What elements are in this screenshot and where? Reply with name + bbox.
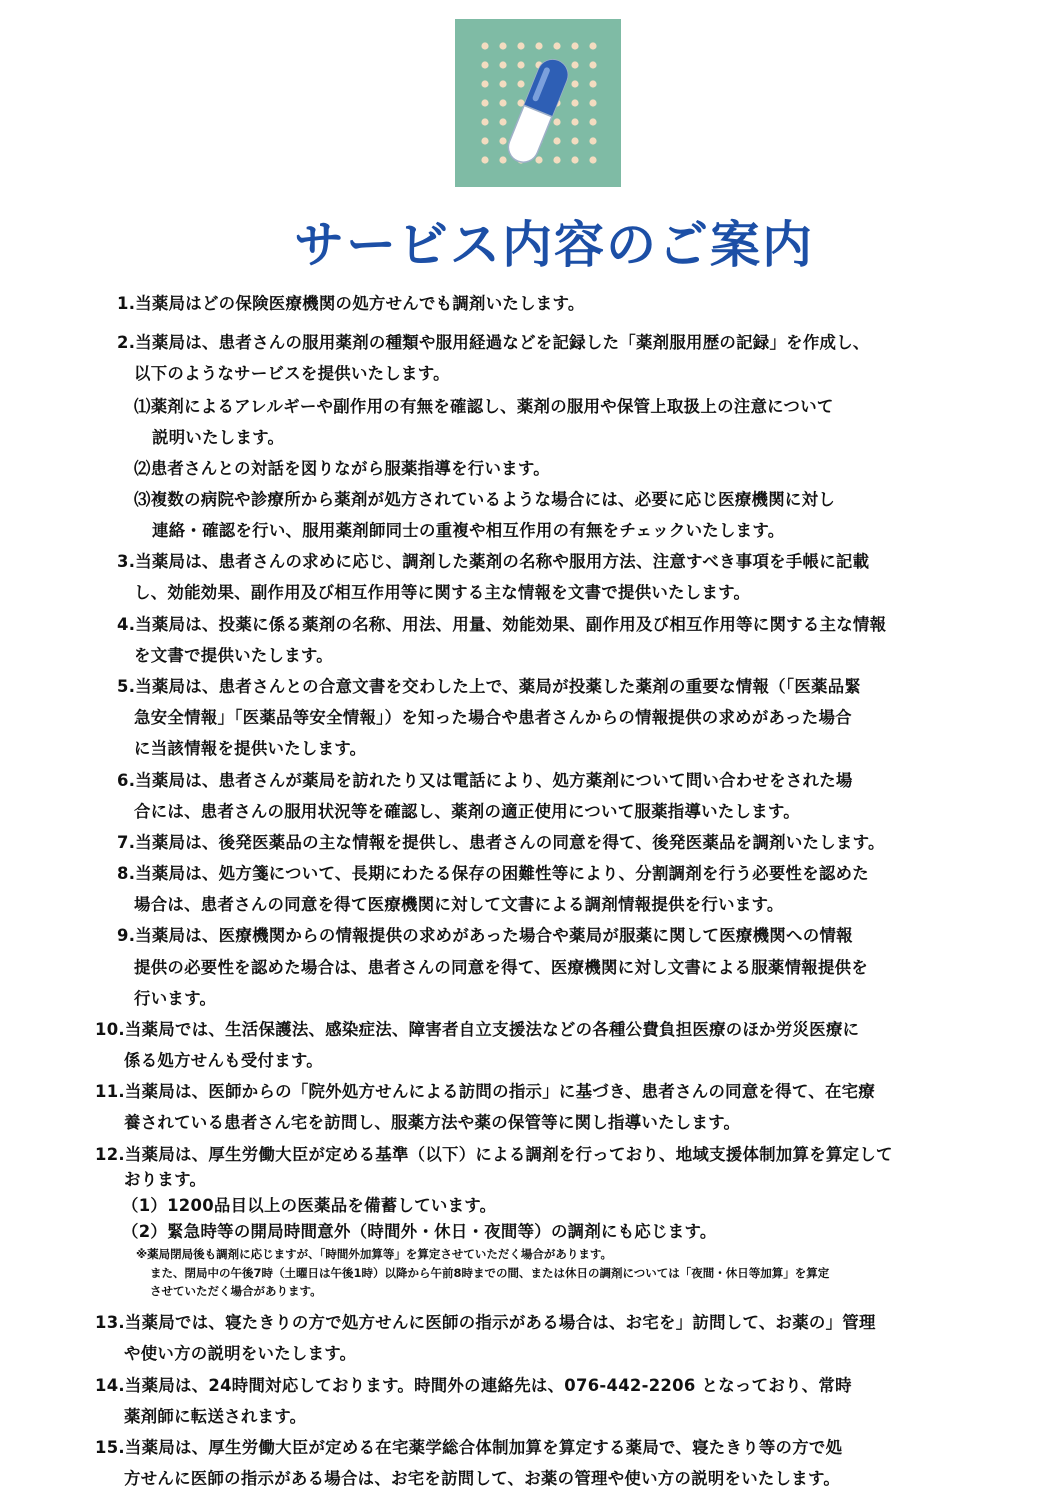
dot — [553, 137, 560, 144]
dot — [571, 42, 578, 49]
dot — [571, 99, 578, 106]
dot — [553, 156, 560, 163]
dot — [535, 42, 542, 49]
service-item-15: 15.当薬局は、厚生労働大臣が定める在宅薬学総合体制加算を算定する薬局で、寝たきり等の方で処 — [95, 1438, 843, 1457]
note-1: ※薬局閉局後も調剤に応じますが、「時間外加算等」を算定させていただく場合があります。 — [136, 1247, 613, 1261]
service-item-2-cont: 以下のようなサービスを提供いたします。 — [134, 364, 450, 383]
sub-item-3: ⑶複数の病院や診療所から薬剤が処方されているような場合には、必要に応じ医療機関に対し — [134, 490, 836, 509]
service-item-4: 4.当薬局は、投薬に係る薬剤の名称、用法、用量、効能効果、副作用及び相互作用等に関する主な情報 — [117, 615, 887, 634]
dot — [499, 137, 506, 144]
dot — [535, 156, 542, 163]
dot — [499, 156, 506, 163]
service-item-12: 12.当薬局は、厚生労働大臣が定める基準（以下）による調剤を行っており、地域支援体制加算を算定して — [95, 1145, 893, 1164]
service-item-15-cont: 方せんに医師の指示がある場合は、お宅を訪問して、お薬の管理や使い方の説明をいたします。 — [124, 1469, 841, 1488]
sub-item-1: ⑴薬剤によるアレルギーや副作用の有無を確認し、薬剤の服用や保管上取扱上の注意について — [134, 397, 834, 416]
dot — [481, 137, 488, 144]
dot — [499, 61, 506, 68]
logo — [455, 19, 621, 187]
dot — [481, 156, 488, 163]
service-item-9-cont2: 行います。 — [134, 989, 217, 1008]
dot — [553, 42, 560, 49]
service-item-5-cont: 急安全情報」「医薬品等安全情報」）を知った場合や患者さんからの情報提供の求めがあった場合 — [134, 708, 852, 727]
dot — [499, 99, 506, 106]
service-item-14: 14.当薬局は、24時間対応しております。時間外の連絡先は、076-442-2206 となっており、常時 — [95, 1376, 852, 1395]
service-item-14-cont: 薬剤師に転送されます。 — [124, 1407, 307, 1426]
page-title: サービス内容のご案内 — [294, 216, 814, 274]
dot — [517, 42, 524, 49]
service-item-4-cont: を文書で提供いたします。 — [134, 646, 333, 665]
service-item-1: 1.当薬局はどの保険医療機関の処方せんでも調剤いたします。 — [117, 294, 585, 313]
dot — [481, 80, 488, 87]
service-item-12-cont: おります。 — [124, 1170, 207, 1189]
service-item-10-cont: 係る処方せんも受付ます。 — [124, 1051, 323, 1070]
service-item-10: 10.当薬局では、生活保護法、感染症法、障害者自立支援法などの各種公費負担医療のほか労災医療に — [95, 1020, 860, 1039]
service-item-2: 2.当薬局は、患者さんの服用薬剤の種類や服用経過などを記録した「薬剤服用歴の記録」を作成し、 — [117, 333, 870, 352]
dot — [589, 61, 596, 68]
service-item-11: 11.当薬局は、医師からの「院外処方せんによる訪問の指示」に基づき、患者さんの同意を得て、在宅療 — [95, 1082, 876, 1101]
service-item-8: 8.当薬局は、処方箋について、長期にわたる保存の困難性等により、分割調剤を行う必要性を認めた — [117, 864, 869, 883]
dot — [481, 61, 488, 68]
service-item-8-cont: 場合は、患者さんの同意を得て医療機関に対して文書による調剤情報提供を行います。 — [134, 895, 784, 914]
service-item-13: 13.当薬局では、寝たきりの方で処方せんに医師の指示がある場合は、お宅を」訪問して、お薬の」管理 — [95, 1313, 876, 1332]
service-item-9: 9.当薬局は、医療機関からの情報提供の求めがあった場合や薬局が服薬に関して医療機関への情報 — [117, 926, 853, 945]
dot — [499, 118, 506, 125]
dot — [589, 99, 596, 106]
capsule-icon — [455, 19, 621, 187]
sub-item-2: ⑵患者さんとの対話を図りながら服薬指導を行います。 — [134, 459, 550, 478]
dot — [499, 42, 506, 49]
dot — [571, 61, 578, 68]
dot — [589, 80, 596, 87]
dot — [571, 156, 578, 163]
sub-item-3-cont: 連絡・確認を行い、服用薬剤師同士の重複や相互作用の有無をチェックいたします。 — [152, 521, 785, 540]
dot — [589, 42, 596, 49]
dot — [589, 118, 596, 125]
service-item-3: 3.当薬局は、患者さんの求めに応じ、調剤した薬剤の名称や服用方法、注意すべき事項を手帳に記載 — [117, 552, 870, 571]
note-2: また、閉局中の午後7時（土曜日は午後1時）以降から午前8時までの間、または休日の調剤については「夜間・休日等加算」を算定 — [150, 1266, 830, 1280]
service-item-5: 5.当薬局は、患者さんとの合意文書を交わした上で、薬局が投薬した薬剤の重要な情報（「医薬品緊 — [117, 677, 862, 696]
service-item-9-cont: 提供の必要性を認めた場合は、患者さんの同意を得て、医療機関に対し文書による服薬情報提供を — [134, 958, 869, 977]
service-item-13-cont: や使い方の説明をいたします。 — [124, 1344, 357, 1363]
dot — [481, 42, 488, 49]
sub-item-1-cont: 説明いたします。 — [152, 428, 285, 447]
dot — [571, 118, 578, 125]
dot — [517, 61, 524, 68]
service-item-5-cont2: に当該情報を提供いたします。 — [134, 739, 367, 758]
dot — [517, 80, 524, 87]
dot — [481, 99, 488, 106]
service-item-11-cont: 養されている患者さん宅を訪問し、服薬方法や薬の保管等に関し指導いたします。 — [124, 1113, 741, 1132]
service-item-3-cont: し、効能効果、副作用及び相互作用等に関する主な情報を文書で提供いたします。 — [134, 583, 751, 602]
service-item-6: 6.当薬局は、患者さんが薬局を訪れたり又は電話により、処方薬剤について問い合わせをされた場 — [117, 771, 853, 790]
service-item-12-sub2: （2）緊急時等の開局時間意外（時間外・休日・夜間等）の調剤にも応じます。 — [122, 1222, 717, 1241]
note-3: させていただく場合があります。 — [150, 1284, 322, 1298]
dot — [499, 80, 506, 87]
service-item-12-sub1: （1）1200品目以上の医薬品を備蓄しています。 — [122, 1196, 497, 1215]
dot — [589, 156, 596, 163]
dot — [589, 137, 596, 144]
dot — [553, 118, 560, 125]
service-item-7: 7.当薬局は、後発医薬品の主な情報を提供し、患者さんの同意を得て、後発医薬品を調剤いたします。 — [117, 833, 885, 852]
dot — [571, 137, 578, 144]
dot — [571, 80, 578, 87]
service-item-6-cont: 合には、患者さんの服用状況等を確認し、薬剤の適正使用について服薬指導いたします。 — [134, 802, 800, 821]
dot — [481, 118, 488, 125]
